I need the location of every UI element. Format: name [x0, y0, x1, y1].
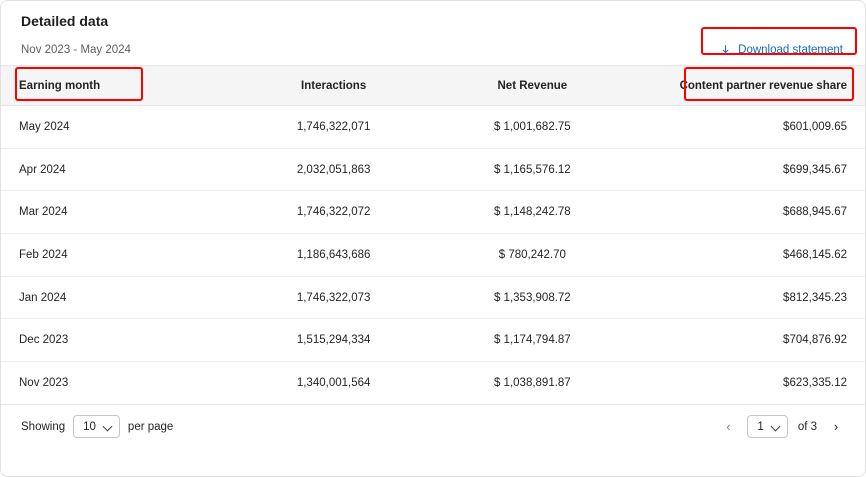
- cell-revenue-share: $688,945.67: [632, 191, 865, 234]
- total-pages-label: of 3: [797, 420, 817, 433]
- page-number-select[interactable]: [747, 415, 787, 438]
- table-row: [1, 191, 865, 234]
- table-row: [1, 106, 865, 149]
- cell-net-revenue: $ 1,038,891.87: [433, 362, 632, 405]
- table-row: [1, 276, 865, 319]
- cell-revenue-share: $468,145.62: [632, 234, 865, 277]
- cell-earning-month: Jan 2024: [1, 276, 234, 319]
- cell-interactions: 1,515,294,334: [234, 319, 433, 362]
- cell-earning-month: Apr 2024: [1, 148, 234, 191]
- showing-label: Showing: [21, 420, 66, 433]
- cell-interactions: 1,186,643,686: [234, 234, 433, 277]
- download-icon: [719, 44, 732, 57]
- date-range-label: Nov 2023 - May 2024: [21, 44, 131, 56]
- column-header-content-partner-revenue-share[interactable]: Content partner revenue share: [632, 66, 865, 106]
- chevron-down-icon: [104, 422, 113, 431]
- cell-earning-month: Feb 2024: [1, 234, 234, 277]
- cell-revenue-share: $623,335.12: [632, 362, 865, 405]
- cell-revenue-share: $704,876.92: [632, 319, 865, 362]
- page-size-value: 10: [83, 420, 96, 433]
- table-row: [1, 319, 865, 362]
- cell-revenue-share: $699,345.67: [632, 148, 865, 191]
- cell-revenue-share: $601,009.65: [632, 106, 865, 149]
- current-page-value: 1: [757, 420, 764, 433]
- detailed-data-table: [1, 65, 865, 405]
- per-page-label: per page: [127, 420, 174, 433]
- table-footer: [1, 405, 865, 449]
- chevron-down-icon: [772, 422, 781, 431]
- cell-net-revenue: $ 1,148,242.78: [433, 191, 632, 234]
- cell-interactions: 1,746,322,071: [234, 106, 433, 149]
- cell-net-revenue: $ 1,001,682.75: [433, 106, 632, 149]
- cell-earning-month: Nov 2023: [1, 362, 234, 405]
- cell-earning-month: Dec 2023: [1, 319, 234, 362]
- cell-interactions: 2,032,051,863: [234, 148, 433, 191]
- cell-net-revenue: $ 1,165,576.12: [433, 148, 632, 191]
- table-row: [1, 362, 865, 405]
- column-header-earning-month[interactable]: Earning month: [1, 66, 234, 106]
- cell-revenue-share: $812,345.23: [632, 276, 865, 319]
- cell-interactions: 1,746,322,073: [234, 276, 433, 319]
- cell-earning-month: Mar 2024: [1, 191, 234, 234]
- download-statement-button[interactable]: [717, 42, 845, 59]
- cell-net-revenue: $ 1,353,908.72: [433, 276, 632, 319]
- table-row: [1, 148, 865, 191]
- chevron-left-icon[interactable]: ‹: [726, 419, 731, 435]
- column-header-net-revenue[interactable]: Net Revenue: [433, 66, 632, 106]
- page-size-control: [21, 415, 173, 438]
- cell-earning-month: May 2024: [1, 106, 234, 149]
- page-title: Detailed data: [21, 13, 109, 29]
- table-row: [1, 234, 865, 277]
- card-subheader: [1, 35, 865, 65]
- pagination-control: [719, 415, 845, 438]
- download-statement-label: Download statement: [738, 44, 843, 56]
- table-body: [1, 106, 865, 405]
- cell-net-revenue: $ 780,242.70: [433, 234, 632, 277]
- cell-net-revenue: $ 1,174,794.87: [433, 319, 632, 362]
- table-header-row: [1, 66, 865, 106]
- column-header-interactions[interactable]: Interactions: [234, 66, 433, 106]
- cell-interactions: 1,746,322,072: [234, 191, 433, 234]
- page-size-select[interactable]: [73, 415, 120, 438]
- card-header: [1, 1, 865, 31]
- table-header: [1, 66, 865, 106]
- cell-interactions: 1,340,001,564: [234, 362, 433, 405]
- chevron-right-icon[interactable]: ›: [833, 419, 839, 435]
